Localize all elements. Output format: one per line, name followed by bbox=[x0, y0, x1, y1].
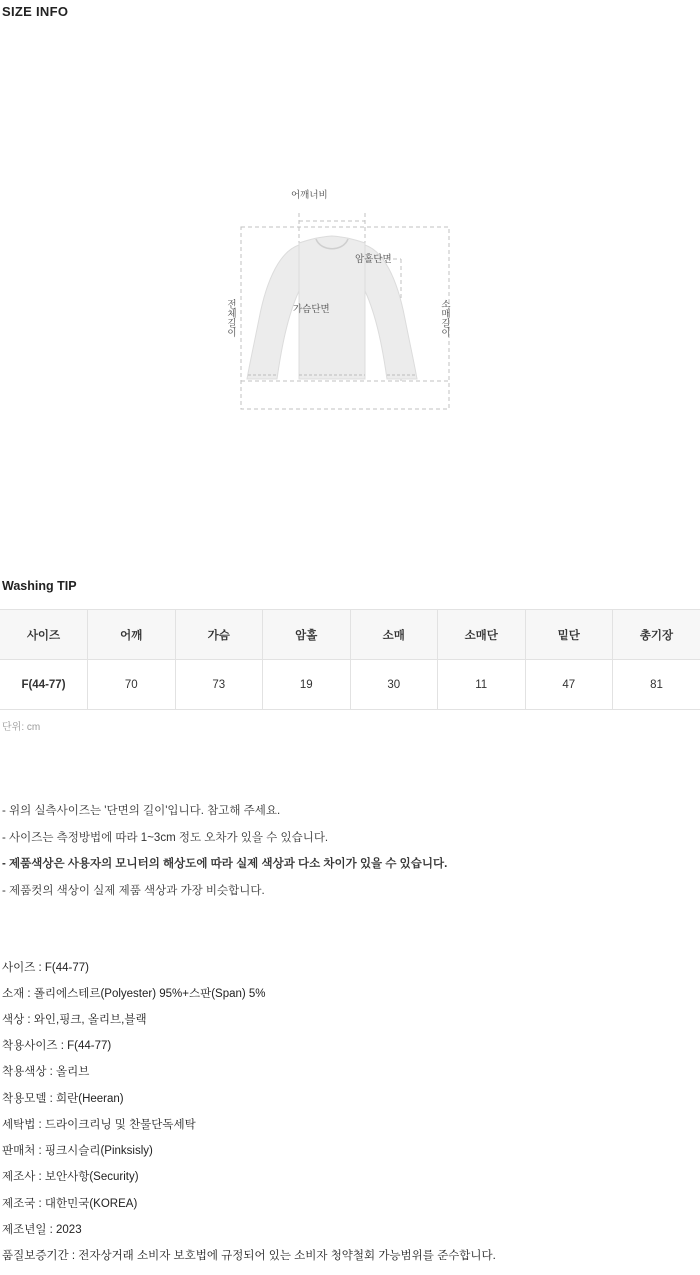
table-header-cell: 소매 bbox=[350, 610, 438, 660]
label-armhole: 암홀단면 bbox=[355, 254, 392, 265]
table-header-cell: 어깨 bbox=[88, 610, 176, 660]
washing-tip-title: Washing TIP bbox=[2, 579, 77, 593]
note-item: - 위의 실측사이즈는 '단면의 길이'입니다. 참고해 주세요. bbox=[2, 805, 281, 817]
spec-item: 판매처 : 핑크시슬리(Pinksisly) bbox=[2, 1145, 153, 1158]
table-header-cell: 밑단 bbox=[525, 610, 613, 660]
size-table bbox=[0, 609, 700, 710]
spec-item: 소재 : 폴리에스테르(Polyester) 95%+스판(Span) 5% bbox=[2, 987, 266, 1000]
unit-note: 단위: cm bbox=[2, 722, 41, 733]
table-cell: 73 bbox=[175, 660, 263, 710]
spec-item: 제조사 : 보안사항(Security) bbox=[2, 1171, 139, 1184]
spec-item: 세탁법 : 드라이크리닝 및 찬물단독세탁 bbox=[2, 1118, 196, 1131]
table-cell: 19 bbox=[263, 660, 351, 710]
spec-item: 착용사이즈 : F(44-77) bbox=[2, 1040, 112, 1053]
garment-diagram bbox=[215, 190, 475, 439]
table-header-cell: 가슴 bbox=[175, 610, 263, 660]
spec-item: 제조국 : 대한민국(KOREA) bbox=[2, 1197, 138, 1210]
label-sleeve-length: 소매길이 bbox=[439, 299, 450, 337]
table-row bbox=[0, 660, 700, 710]
table-cell: 11 bbox=[438, 660, 526, 710]
label-shoulder-width: 어깨너비 bbox=[291, 190, 328, 201]
table-header-cell: 암홀 bbox=[263, 610, 351, 660]
table-cell: 30 bbox=[350, 660, 438, 710]
note-item: - 사이즈는 측정방법에 따라 1~3cm 정도 오차가 있을 수 있습니다. bbox=[2, 831, 329, 844]
table-header-cell: 총기장 bbox=[613, 610, 700, 660]
table-header-cell: 사이즈 bbox=[0, 610, 88, 660]
table-header-row bbox=[0, 610, 700, 660]
label-chest: 가슴단면 bbox=[293, 304, 330, 315]
note-item: - 제품색상은 사용자의 모니터의 해상도에 따라 실제 색상과 다소 차이가 있을 수 있습니다. bbox=[2, 858, 448, 871]
product-spec-list bbox=[0, 912, 700, 1264]
table-cell: 70 bbox=[88, 660, 176, 710]
spec-item: 사이즈 : F(44-77) bbox=[2, 961, 90, 974]
table-cell-size: F(44-77) bbox=[0, 660, 88, 710]
table-header-cell: 소매단 bbox=[438, 610, 526, 660]
measurement-notes bbox=[0, 733, 700, 898]
spec-item: 색상 : 와인,핑크, 올리브,블랙 bbox=[2, 1014, 147, 1026]
label-total-length: 전체길이 bbox=[225, 299, 236, 337]
note-item: - 제품컷의 색상이 실제 제품 색상과 가장 비슷합니다. bbox=[2, 884, 265, 897]
garment-illustration bbox=[215, 199, 475, 439]
spec-item: 품질보증기간 : 전자상거래 소비자 보호법에 규정되어 있는 소비자 청약철회 가능범위를 준수합니다. bbox=[2, 1249, 496, 1262]
spec-item: 착용모델 : 희란(Heeran) bbox=[2, 1092, 124, 1105]
table-cell: 47 bbox=[525, 660, 613, 710]
page-title: SIZE INFO bbox=[2, 4, 69, 19]
table-cell: 81 bbox=[613, 660, 700, 710]
spec-item: 착용색상 : 올리브 bbox=[2, 1066, 90, 1079]
garment-diagram-section bbox=[0, 19, 700, 579]
spec-item: 제조년일 : 2023 bbox=[2, 1223, 82, 1236]
